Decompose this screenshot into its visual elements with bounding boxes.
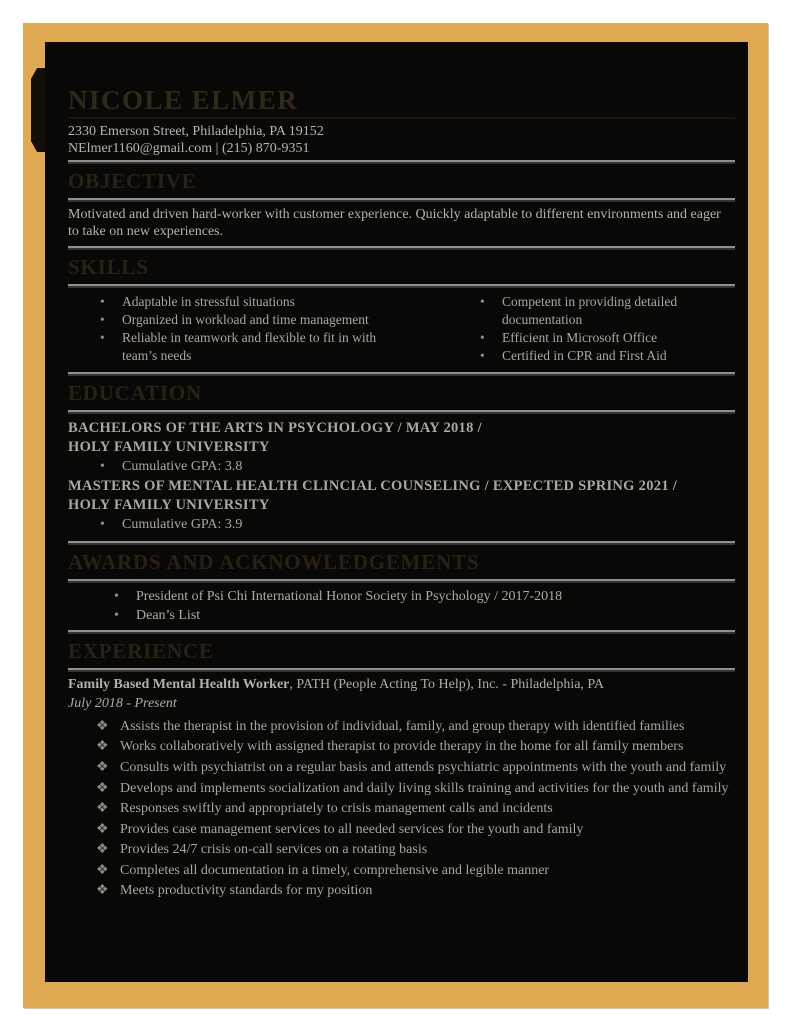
list-item (68, 329, 398, 365)
skill-text: Certified in CPR and First Aid (502, 347, 667, 363)
contact-line: NElmer1160@gmail.com | (215) 870-9351 (68, 141, 310, 157)
degree-school: HOLY FAMILY UNIVERSITY (68, 438, 270, 455)
bullet-icon: • (480, 329, 485, 345)
person-name: NICOLE ELMER (68, 85, 299, 115)
diamond-bullet-icon: ❖ (96, 842, 109, 858)
section-heading-awards: AWARDS AND ACKNOWLEDGEMENTS (68, 549, 480, 574)
list-item (68, 779, 735, 800)
awards-list (68, 587, 735, 625)
bullet-icon: • (480, 293, 485, 309)
diamond-bullet-icon: ❖ (96, 821, 109, 837)
gpa-text: Cumulative GPA: 3.9 (122, 516, 243, 532)
skill-text: Reliable in teamwork and flexible to fit in with team’s needs (122, 329, 377, 363)
diamond-bullet-icon: ❖ (96, 883, 109, 899)
job-company: , PATH (People Acting To Help), Inc. - Philadelphia, PA (289, 677, 605, 693)
resume-sheet (45, 42, 748, 982)
gold-border-frame (23, 23, 768, 1008)
bullet-icon: • (100, 516, 105, 532)
divider (68, 160, 735, 164)
list-item (68, 881, 735, 902)
experience-text: Assists the therapist in the provision of individual, family, and group therapy with identified families (120, 718, 685, 734)
job-line (68, 676, 735, 695)
bullet-icon: • (114, 588, 119, 604)
diamond-bullet-icon: ❖ (96, 760, 109, 775)
bullet-icon: • (480, 347, 485, 363)
job-title: Family Based Mental Health Worker (68, 677, 290, 693)
experience-list (68, 717, 735, 902)
skills-column-right (448, 293, 735, 365)
bullet-icon: • (100, 311, 105, 327)
education-block (68, 419, 735, 535)
degree-title: BACHELORS OF THE ARTS IN PSYCHOLOGY / MAY 2018 / (68, 419, 482, 436)
bullet-icon: • (114, 607, 119, 623)
diamond-bullet-icon: ❖ (96, 780, 109, 796)
experience-text: Develops and implements socialization and daily living skills training and activities for the youth and family (120, 780, 729, 796)
list-item (448, 347, 735, 365)
list-item (68, 717, 735, 738)
section-heading-skills: SKILLS (68, 254, 149, 279)
experience-text: Provides 24/7 crisis on-call services on a rotating basis (120, 842, 428, 858)
name-underline (68, 117, 735, 119)
divider (68, 284, 735, 288)
list-item (68, 311, 398, 329)
divider (68, 372, 735, 376)
divider (68, 410, 735, 414)
experience-text: Completes all documentation in a timely, comprehensive and legible manner (120, 862, 550, 878)
diamond-bullet-icon: ❖ (96, 739, 109, 755)
degree-title: MASTERS OF MENTAL HEALTH CLINCIAL COUNSELING / EXPECTED SPRING 2021 / (68, 477, 678, 494)
divider (68, 541, 735, 545)
experience-text: Meets productivity standards for my position (120, 883, 373, 899)
list-item (448, 293, 735, 329)
divider (68, 630, 735, 634)
section-heading-experience: EXPERIENCE (68, 638, 214, 663)
skill-text: Competent in providing detailed documentation (502, 293, 678, 327)
list-item (68, 515, 735, 535)
experience-text: Works collaboratively with assigned therapist to provide therapy in the home for all family members (120, 739, 684, 755)
skill-text: Adaptable in stressful situations (122, 293, 295, 309)
bullet-icon: • (100, 329, 105, 345)
divider (68, 198, 735, 202)
degree-school: HOLY FAMILY UNIVERSITY (68, 496, 270, 513)
diamond-bullet-icon: ❖ (96, 862, 109, 878)
list-item (68, 799, 735, 820)
list-item (68, 737, 735, 758)
divider (68, 668, 735, 672)
experience-text: Consults with psychiatrist on a regular basis and attends psychiatric appointments with the youth and family (120, 760, 727, 775)
section-heading-education: EDUCATION (68, 380, 202, 405)
list-item (68, 606, 735, 625)
experience-text: Responses swiftly and appropriately to crisis management calls and incidents (120, 801, 553, 817)
award-text: Dean’s List (136, 607, 201, 623)
job-dates: July 2018 - Present (68, 695, 177, 711)
diamond-bullet-icon: ❖ (96, 718, 109, 734)
skill-text: Efficient in Microsoft Office (502, 329, 658, 345)
divider (68, 579, 735, 583)
list-item (68, 293, 398, 311)
divider (68, 246, 735, 250)
gpa-text: Cumulative GPA: 3.8 (122, 458, 243, 474)
list-item (68, 457, 735, 477)
section-heading-objective: OBJECTIVE (68, 168, 197, 193)
skills-column-left (68, 293, 398, 365)
objective-text: Motivated and driven hard-worker with customer experience. Quickly adaptable to different environments and eager to take on new experiences. (68, 206, 721, 240)
list-item (68, 820, 735, 841)
skills-columns (68, 293, 735, 365)
experience-text: Provides case management services to all needed services for the youth and family (120, 821, 584, 837)
resume-content (68, 86, 735, 972)
list-item (68, 840, 735, 861)
list-item (448, 329, 735, 347)
bullet-icon: • (100, 458, 105, 474)
bullet-icon: • (100, 293, 105, 309)
list-item (68, 758, 735, 779)
list-item (68, 587, 735, 606)
diamond-bullet-icon: ❖ (96, 801, 109, 817)
skill-text: Organized in workload and time management (122, 311, 369, 327)
address-line: 2330 Emerson Street, Philadelphia, PA 19152 (68, 124, 324, 140)
award-text: President of Psi Chi International Honor Society in Psychology / 2017-2018 (136, 588, 563, 604)
list-item (68, 861, 735, 882)
